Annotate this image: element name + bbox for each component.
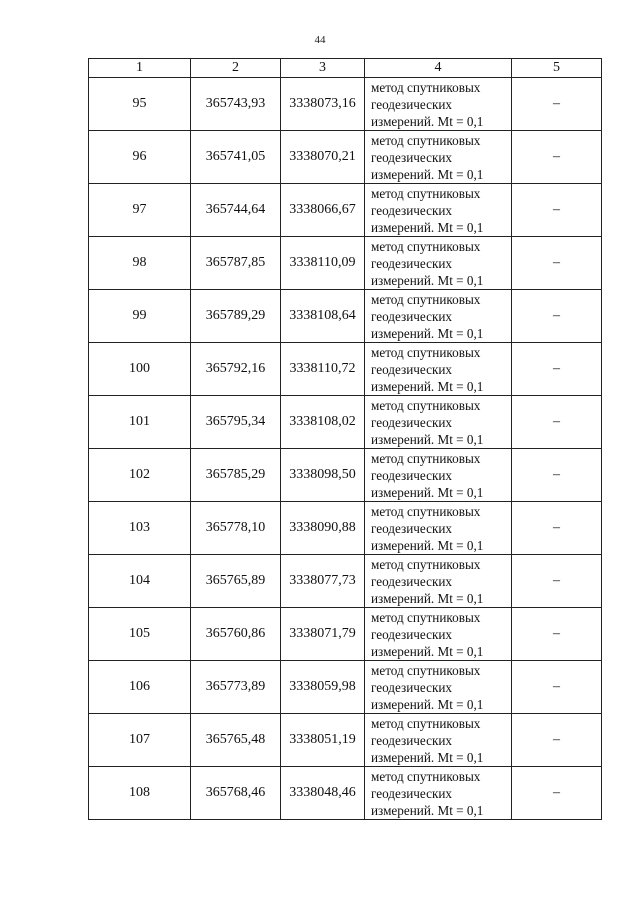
dash-mark: – (553, 361, 560, 376)
dash-mark: – (553, 414, 560, 429)
method-line-1: метод спутниковых (371, 79, 481, 95)
x-coordinate: 365787,85 (205, 255, 266, 270)
y-coordinate: 3338048,46 (289, 785, 356, 800)
method-line-1: метод спутниковых (371, 662, 481, 678)
header-row (89, 59, 602, 78)
method-line-2: геодезических (371, 361, 453, 377)
table-row (89, 608, 602, 661)
method-line-1: метод спутниковых (371, 344, 481, 360)
method-cell (365, 714, 512, 767)
point-number-cell (89, 131, 191, 184)
y-coordinate: 3338077,73 (289, 573, 356, 588)
method-line-1: метод спутниковых (371, 132, 481, 148)
method-line-3: измерений. Mt = 0,1 (371, 696, 484, 712)
method-cell (365, 78, 512, 131)
x-coordinate-cell (191, 449, 281, 502)
dash-mark: – (553, 520, 560, 535)
method-line-1: метод спутниковых (371, 397, 481, 413)
method-line-3: измерений. Mt = 0,1 (371, 643, 484, 659)
method-cell (365, 661, 512, 714)
point-number-cell (89, 78, 191, 131)
point-number-cell (89, 767, 191, 820)
header-cell-1: 1 (89, 59, 191, 78)
method-line-1: метод спутниковых (371, 503, 481, 519)
x-coordinate: 365760,86 (205, 626, 266, 641)
x-coordinate-cell (191, 237, 281, 290)
method-line-1: метод спутниковых (371, 715, 481, 731)
point-number-cell (89, 449, 191, 502)
x-coordinate: 365795,34 (205, 414, 266, 429)
y-coordinate-cell (281, 714, 365, 767)
note-cell (512, 343, 602, 396)
method-line-3: измерений. Mt = 0,1 (371, 431, 484, 447)
dash-mark: – (553, 679, 560, 694)
y-coordinate: 3338098,50 (289, 467, 356, 482)
table-row (89, 502, 602, 555)
y-coordinate-cell (281, 237, 365, 290)
x-coordinate-cell (191, 78, 281, 131)
method-cell (365, 767, 512, 820)
method-line-2: геодезических (371, 467, 453, 483)
x-coordinate-cell (191, 343, 281, 396)
y-coordinate: 3338110,09 (289, 255, 356, 270)
x-coordinate-cell (191, 767, 281, 820)
y-coordinate: 3338108,64 (289, 308, 356, 323)
x-coordinate: 365768,46 (205, 785, 266, 800)
method-line-2: геодезических (371, 520, 453, 536)
table-row (89, 237, 602, 290)
note-cell (512, 714, 602, 767)
y-coordinate: 3338059,98 (289, 679, 356, 694)
note-cell (512, 608, 602, 661)
x-coordinate: 365765,89 (205, 573, 266, 588)
note-cell (512, 502, 602, 555)
dash-mark: – (553, 573, 560, 588)
dash-mark: – (553, 96, 560, 111)
x-coordinate-cell (191, 290, 281, 343)
point-number: 102 (129, 467, 150, 482)
method-cell (365, 608, 512, 661)
point-number-cell (89, 502, 191, 555)
method-line-2: геодезических (371, 414, 453, 430)
y-coordinate-cell (281, 290, 365, 343)
header-cell-2: 2 (191, 59, 281, 78)
point-number-cell (89, 714, 191, 767)
point-number-cell (89, 290, 191, 343)
header-cell-4: 4 (365, 59, 512, 78)
point-number: 101 (129, 414, 150, 429)
table-row (89, 78, 602, 131)
dash-mark: – (553, 732, 560, 747)
y-coordinate: 3338066,67 (289, 202, 356, 217)
method-cell (365, 184, 512, 237)
method-line-2: геодезических (371, 255, 453, 271)
method-line-1: метод спутниковых (371, 768, 481, 784)
y-coordinate-cell (281, 343, 365, 396)
method-line-2: геодезических (371, 149, 453, 165)
y-coordinate-cell (281, 502, 365, 555)
x-coordinate-cell (191, 555, 281, 608)
point-number-cell (89, 396, 191, 449)
dash-mark: – (553, 626, 560, 641)
x-coordinate: 365773,89 (205, 679, 266, 694)
y-coordinate-cell (281, 396, 365, 449)
point-number-cell (89, 608, 191, 661)
y-coordinate-cell (281, 608, 365, 661)
note-cell (512, 184, 602, 237)
method-line-1: метод спутниковых (371, 291, 481, 307)
dash-mark: – (553, 308, 560, 323)
method-line-3: измерений. Mt = 0,1 (371, 590, 484, 606)
dash-mark: – (553, 202, 560, 217)
y-coordinate-cell (281, 449, 365, 502)
y-coordinate: 3338071,79 (289, 626, 356, 641)
method-line-2: геодезических (371, 96, 453, 112)
method-line-2: геодезических (371, 785, 453, 801)
x-coordinate: 365785,29 (205, 467, 266, 482)
point-number: 99 (132, 308, 147, 323)
table-row (89, 131, 602, 184)
point-number: 100 (129, 361, 150, 376)
method-cell (365, 131, 512, 184)
point-number-cell (89, 555, 191, 608)
y-coordinate-cell (281, 184, 365, 237)
note-cell (512, 290, 602, 343)
point-number: 95 (132, 96, 147, 111)
method-cell (365, 449, 512, 502)
method-line-1: метод спутниковых (371, 609, 481, 625)
table-row (89, 396, 602, 449)
point-number: 105 (129, 626, 150, 641)
x-coordinate: 365789,29 (205, 308, 266, 323)
method-line-3: измерений. Mt = 0,1 (371, 113, 484, 129)
point-number: 96 (132, 149, 147, 164)
note-cell (512, 767, 602, 820)
y-coordinate: 3338110,72 (289, 361, 356, 376)
x-coordinate: 365792,16 (205, 361, 266, 376)
point-number: 107 (129, 732, 150, 747)
y-coordinate: 3338073,16 (289, 96, 356, 111)
header-cell-3: 3 (281, 59, 365, 78)
method-cell (365, 290, 512, 343)
x-coordinate: 365778,10 (205, 520, 266, 535)
x-coordinate-cell (191, 131, 281, 184)
table-row (89, 184, 602, 237)
note-cell (512, 131, 602, 184)
y-coordinate-cell (281, 78, 365, 131)
method-cell (365, 555, 512, 608)
method-line-1: метод спутниковых (371, 556, 481, 572)
x-coordinate: 365744,64 (205, 202, 266, 217)
method-line-2: геодезических (371, 202, 453, 218)
y-coordinate-cell (281, 767, 365, 820)
method-cell (365, 237, 512, 290)
method-line-3: измерений. Mt = 0,1 (371, 219, 484, 235)
y-coordinate: 3338070,21 (289, 149, 356, 164)
point-number: 104 (129, 573, 150, 588)
y-coordinate: 3338090,88 (289, 520, 356, 535)
dash-mark: – (553, 255, 560, 270)
method-line-2: геодезических (371, 732, 453, 748)
point-number-cell (89, 661, 191, 714)
x-coordinate: 365765,48 (205, 732, 266, 747)
point-number-cell (89, 237, 191, 290)
method-line-3: измерений. Mt = 0,1 (371, 325, 484, 341)
dash-mark: – (553, 149, 560, 164)
y-coordinate-cell (281, 131, 365, 184)
y-coordinate: 3338051,19 (289, 732, 356, 747)
y-coordinate-cell (281, 555, 365, 608)
note-cell (512, 449, 602, 502)
table-row (89, 767, 602, 820)
method-line-3: измерений. Mt = 0,1 (371, 749, 484, 765)
method-cell (365, 343, 512, 396)
method-line-3: измерений. Mt = 0,1 (371, 802, 484, 818)
method-line-2: геодезических (371, 308, 453, 324)
table-row (89, 555, 602, 608)
x-coordinate-cell (191, 396, 281, 449)
table-body (89, 78, 602, 820)
method-line-3: измерений. Mt = 0,1 (371, 484, 484, 500)
method-line-1: метод спутниковых (371, 450, 481, 466)
table-row (89, 714, 602, 767)
method-line-2: геодезических (371, 679, 453, 695)
table-row (89, 290, 602, 343)
dash-mark: – (553, 467, 560, 482)
x-coordinate: 365741,05 (205, 149, 266, 164)
method-line-3: измерений. Mt = 0,1 (371, 378, 484, 394)
method-line-3: измерений. Mt = 0,1 (371, 537, 484, 553)
x-coordinate-cell (191, 714, 281, 767)
method-line-1: метод спутниковых (371, 185, 481, 201)
coordinates-table (88, 58, 602, 820)
x-coordinate-cell (191, 184, 281, 237)
page-number: 44 (314, 34, 326, 46)
note-cell (512, 237, 602, 290)
method-line-2: геодезических (371, 626, 453, 642)
x-coordinate: 365743,93 (205, 96, 266, 111)
method-line-3: измерений. Mt = 0,1 (371, 166, 484, 182)
y-coordinate: 3338108,02 (289, 414, 356, 429)
point-number-cell (89, 343, 191, 396)
point-number-cell (89, 184, 191, 237)
method-line-3: измерений. Mt = 0,1 (371, 272, 484, 288)
table-row (89, 343, 602, 396)
method-cell (365, 396, 512, 449)
point-number: 106 (129, 679, 150, 694)
table-row (89, 661, 602, 714)
y-coordinate-cell (281, 661, 365, 714)
header-cell-5: 5 (512, 59, 602, 78)
method-cell (365, 502, 512, 555)
table-row (89, 449, 602, 502)
point-number: 103 (129, 520, 150, 535)
x-coordinate-cell (191, 502, 281, 555)
note-cell (512, 661, 602, 714)
point-number: 108 (129, 785, 150, 800)
note-cell (512, 555, 602, 608)
note-cell (512, 78, 602, 131)
note-cell (512, 396, 602, 449)
point-number: 97 (132, 202, 147, 217)
x-coordinate-cell (191, 661, 281, 714)
x-coordinate-cell (191, 608, 281, 661)
point-number: 98 (132, 255, 147, 270)
method-line-2: геодезических (371, 573, 453, 589)
method-line-1: метод спутниковых (371, 238, 481, 254)
dash-mark: – (553, 785, 560, 800)
